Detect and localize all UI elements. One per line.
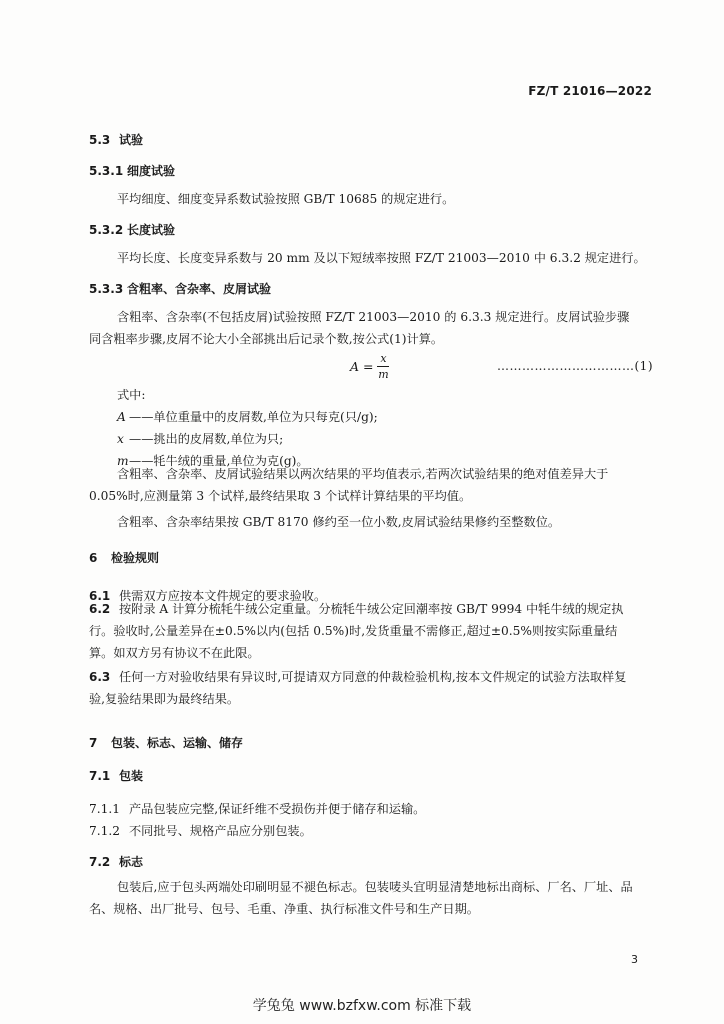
where-label: 式中:: [117, 388, 146, 402]
section-title: 检验规则: [111, 551, 160, 565]
paragraph-5-3-3-rounding: 含粗率、含杂率结果按 GB/T 8170 修约至一位小数,皮屑试验结果修约至整数位。: [117, 515, 561, 529]
clause-text: 供需双方应按本文件规定的要求验收。: [119, 589, 327, 603]
section-heading-7: [89, 734, 243, 751]
section-heading-5-3: [89, 131, 143, 148]
section-heading-7-2: [89, 853, 143, 870]
paragraph-5-3-3-intro: 含粗率、含杂率(不包括皮屑)试验按照 FZ/T 21003—2010 的 6.3.3 规定进行。皮屑试验步骤同含粗率步骤,皮屑不论大小全部挑出后记录个数,按公式(1)计算。: [89, 310, 630, 346]
section-title: 含粗率、含杂率、皮屑试验: [127, 282, 272, 296]
formula-denominator: m: [378, 368, 389, 381]
clause-text: 不同批号、规格产品应分别包装。: [129, 824, 312, 838]
fraction-bar: [377, 366, 389, 367]
clause-text: 产品包装应完整,保证纤维不受损伤并便于储存和运输。: [129, 802, 426, 816]
section-title: 细度试验: [127, 164, 176, 178]
paragraph-5-3-1: 平均细度、细度变异系数试验按照 GB/T 10685 的规定进行。: [117, 192, 455, 206]
clause-number: 6.3: [89, 670, 111, 684]
section-heading-5-3-2: [89, 221, 175, 238]
section-heading-5-3-1: [89, 162, 175, 179]
section-heading-5-3-3: [89, 280, 271, 297]
section-title: 包装、标志、运输、储存: [111, 736, 244, 750]
section-heading-6: [89, 549, 159, 566]
variable-symbol: m: [117, 454, 129, 468]
variable-symbol: A: [117, 410, 126, 424]
paragraph-5-3-3-result: 含粗率、含杂率、皮屑试验结果以两次结果的平均值表示,若两次试验结果的绝对值差异大于 0.05%时,应测量第 3 个试样,最终结果取 3 个试样计算结果的平均值。: [89, 467, 609, 503]
section-number: 5.3.2: [89, 223, 124, 237]
clause-7-1-2: [89, 822, 312, 839]
clause-text: 按附录 A 计算分梳牦牛绒公定重量。分梳牦牛绒公定回潮率按 GB/T 9994 中牦牛绒的规定执行。验收时,公量差异在±0.5%以内(包括 0.5%)时,发货重量不需修正,超过±0.5%则按实际重量结算。如双方另有协议不在此限。: [89, 602, 624, 660]
section-title: 标志: [119, 855, 144, 869]
formula-number: ……………………………(1): [497, 359, 653, 373]
clause-6-3: [89, 666, 637, 710]
section-number: 7.1: [89, 769, 111, 783]
variable-description: ——挑出的皮屑数,单位为只;: [129, 432, 284, 446]
download-watermark: 学兔兔 www.bzfxw.com 标准下载: [252, 998, 472, 1014]
clause-number: 7.1.1: [89, 802, 121, 816]
section-title: 试验: [119, 133, 144, 147]
variable-definition: [117, 430, 283, 447]
section-number: 5.3.1: [89, 164, 124, 178]
paragraph-5-3-2: 平均长度、长度变异系数与 20 mm 及以下短绒率按照 FZ/T 21003—2010 中 6.3.2 规定进行。: [117, 251, 646, 265]
section-title: 包装: [119, 769, 144, 783]
clause-number: 6.2: [89, 602, 111, 616]
page-number: 3: [631, 953, 638, 966]
section-number: 7: [89, 736, 98, 750]
formula-1: [350, 352, 389, 381]
section-heading-7-1: [89, 767, 143, 784]
clause-text: 任何一方对验收结果有异议时,可提请双方同意的仲裁检验机构,按本文件规定的试验方法取样复验,复验结果即为最终结果。: [89, 670, 627, 706]
clause-6-2: [89, 598, 637, 664]
clause-number: 6.1: [89, 589, 111, 603]
section-title: 长度试验: [127, 223, 176, 237]
variable-definition: [117, 408, 378, 425]
variable-symbol: x: [117, 432, 124, 446]
section-number: 6: [89, 551, 98, 565]
formula-numerator: x: [380, 352, 387, 365]
section-number: 7.2: [89, 855, 111, 869]
section-number: 5.3.3: [89, 282, 124, 296]
clause-7-1-1: [89, 800, 425, 817]
paragraph-7-2: 包装后,应于包头两端处印刷明显不褪色标志。包装唛头宜明显清楚地标出商标、厂名、厂址、品名、规格、出厂批号、包号、毛重、净重、执行标准文件号和生产日期。: [89, 880, 633, 916]
formula-lhs: A =: [350, 359, 374, 374]
section-number: 5.3: [89, 133, 111, 147]
formula-fraction: [377, 352, 389, 381]
standard-code: FZ/T 21016—2022: [528, 84, 652, 98]
variable-description: ——牦牛绒的重量,单位为克(g)。: [129, 454, 309, 468]
clause-number: 7.1.2: [89, 824, 121, 838]
variable-description: ——单位重量中的皮屑数,单位为只每克(只/g);: [129, 410, 378, 424]
